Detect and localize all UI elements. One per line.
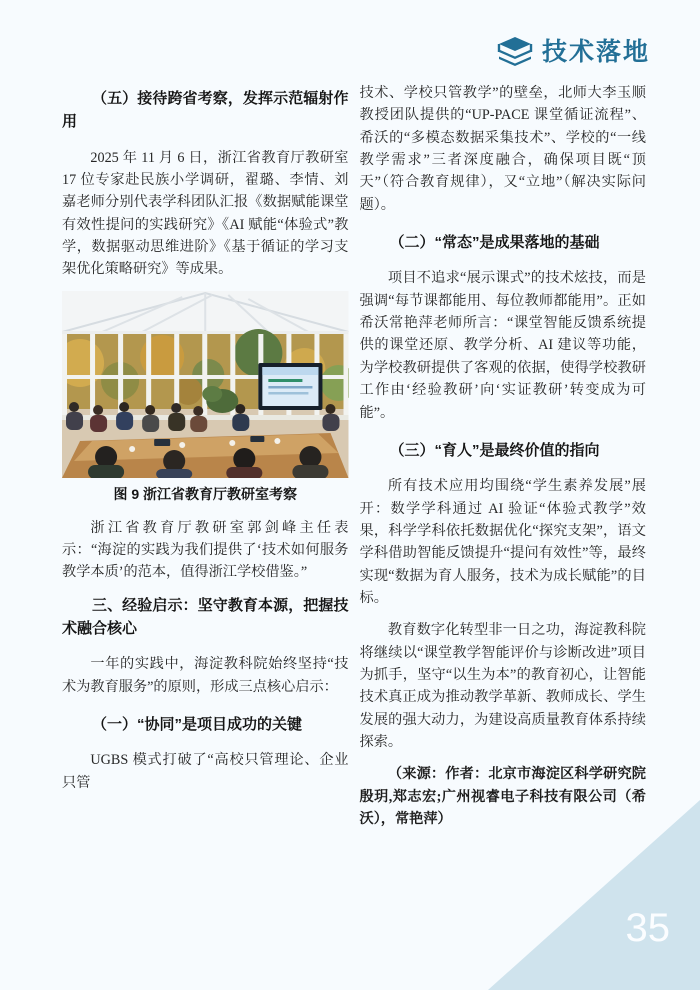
- heading-section-5: （五）接待跨省考察，发挥示范辐射作用: [62, 90, 349, 131]
- source-note: （来源：作者：北京市海淀区科学研究院殷玥,郑志宏;广州视睿电子科技有限公司（希沃），常艳萍）: [359, 766, 646, 828]
- paragraph: 项目不追求“展示课式”的技术炫技，而是强调“每节课都能用、每位教师都能用”。正如希沃常艳萍老师所言：“课堂智能反馈系统提供的课堂还原、教学分析、AI 建议等功能，为学校教研提供了客观的依据，使得学校教研工作由‘经验教研’向‘实证教研’转变成为可能”。: [359, 270, 646, 421]
- heading-section-3: 三、经验启示：坚守教育本源，把握技术融合核心: [62, 596, 349, 638]
- paragraph: UGBS 模式打破了“高校只管理论、企业只管: [62, 752, 349, 791]
- paragraph: 2025 年 11 月 6 日，浙江省教育厅教研室 17 位专家赴民族小学调研，翟璐、李情、刘嘉老师分别代表学科团队汇报《数据赋能课堂有效性提问的实践研究》《AI 赋能“体验式”教学，数据驱动思维进阶》《基于循证的学习支架优化策略研究》等成果。: [62, 149, 349, 278]
- article-body: [62, 82, 646, 841]
- book-stack-icon: [497, 36, 533, 68]
- paragraph: 浙江省教育厅教研室郭剑峰主任表示：“海淀的实践为我们提供了‘技术如何服务教学本质’的范本，值得浙江学校借鉴。”: [62, 519, 349, 581]
- heading-point-1: （一）“协同”是项目成功的关键: [92, 716, 303, 733]
- rubric-title: 技术落地: [541, 37, 650, 66]
- page-number: 35: [625, 906, 670, 950]
- heading-point-2: （二）“常态”是成果落地的基础: [389, 234, 600, 252]
- left-column: [62, 82, 349, 841]
- paragraph: 所有技术应用均围绕“学生素养发展”展开：数学学科通过 AI 验证“体验式教学”效果，科学学科依托数据优化“探究支架”，语文学科借助智能反馈提升“提问有效性”等，最终实现“数据为育人服务，技术为成长赋能”的目标。: [359, 478, 646, 606]
- paragraph: 一年的实践中，海淀教科院始终坚持“技术为教育服务”的原则，形成三点核心启示：: [62, 656, 349, 695]
- paragraph: 教育数字化转型非一日之功，海淀教科院将继续以“课堂教学智能评价与诊断改进”项目为抓手，坚守“以生为本”的教育初心，让智能技术真正成为推动教学革新、教师成长、学生发展的强大动力，为建设高质量教育体系持续探索。: [359, 622, 646, 751]
- meeting-photo: [62, 291, 349, 478]
- heading-point-3: （三）“育人”是最终价值的指向: [389, 441, 600, 459]
- right-column: [360, 82, 647, 841]
- section-rubric: [497, 36, 650, 68]
- paragraph: 技术、学校只管教学”的壁垒，北师大李玉顺教授团队提供的“UP-PACE 课堂循证流程”、希沃的“多模态数据采集技术”、学校的“一线教学需求”三者深度融合，确保项目既“顶天”（符合教育规律），又“立地”（解决实际问题）。: [359, 85, 646, 213]
- figure-caption: 图 9 浙江省教育厅教研室考察: [113, 485, 298, 502]
